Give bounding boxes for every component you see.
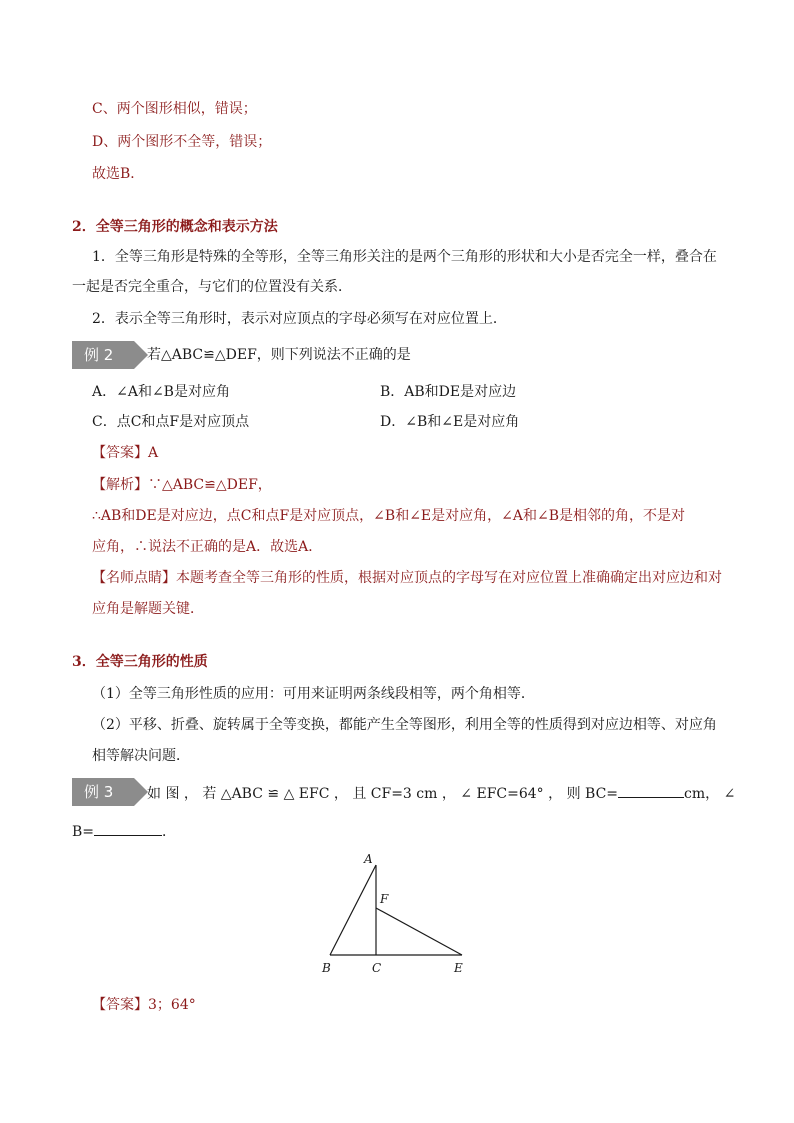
example2-answer: 【答案】A [92, 445, 159, 461]
previous-conclusion: 故选B． [92, 166, 145, 182]
example2-option-a: A．∠A和∠B是对应角 [92, 384, 230, 400]
label-e: E [454, 961, 463, 975]
example3-question-part2: cm， ∠ [684, 786, 736, 802]
section3-point2-line1: （2）平移、折叠、旋转属于全等变换，都能产生全等图形，利用全等的性质得到对应边相等、对应角 [92, 717, 717, 733]
example2-analysis-line2: ∴AB和DE是对应边，点C和点F是对应顶点，∠B和∠E是对应角，∠A和∠B是相邻的角，不是对 [92, 508, 686, 524]
label-a: A [364, 852, 373, 866]
triangle-figure [310, 845, 480, 985]
example3-question-part1: 如 图 ， 若 △ABC ≌ △ EFC ， 且 CF=3 cm ， ∠ EFC=64° ， 则 BC= [147, 786, 619, 802]
label-c: C [372, 961, 382, 975]
example3-tag: 例 3 [72, 778, 134, 806]
section3-point2-line2: 相等解决问题． [92, 748, 190, 764]
section2-title: 2．全等三角形的概念和表示方法 [72, 219, 278, 235]
example3-question-end: ． [162, 824, 177, 840]
section2-point2: 2．表示全等三角形时，表示对应顶点的字母必须写在对应位置上． [92, 311, 507, 327]
section2-point1-line1: 1．全等三角形是特殊的全等形，全等三角形关注的是两个三角形的形状和大小是否完全一样，叠合在 [92, 249, 717, 265]
example2-tip-line2: 应角是解题关键． [92, 601, 204, 617]
answer-blank-bc[interactable] [618, 783, 684, 798]
segment-fe [376, 908, 462, 955]
example3-question-line2 [72, 821, 176, 841]
example2-option-b: B．AB和DE是对应边 [380, 384, 517, 400]
example2-analysis-line1: 【解析】∵△ABC≌△DEF， [92, 477, 272, 493]
example2-question: 若△ABC≌△DEF，则下列说法不正确的是 [147, 347, 411, 363]
section2-point1-line2: 一起是否完全重合，与它们的位置没有关系． [72, 279, 352, 295]
section3-title: 3．全等三角形的性质 [72, 654, 208, 670]
answer-blank-angle-b[interactable] [94, 821, 162, 836]
example2-option-d: D．∠B和∠E是对应角 [380, 414, 520, 430]
previous-option-c: C、两个图形相似，错误； [92, 101, 257, 117]
label-f: F [380, 892, 389, 906]
section3-point1: （1）全等三角形性质的应用：可用来证明两条线段相等，两个角相等． [92, 686, 535, 702]
example2-analysis-line3: 应角，∴说法不正确的是A．故选A． [92, 539, 323, 555]
previous-option-d: D、两个图形不全等，错误； [92, 134, 272, 150]
segment-ab [330, 865, 376, 955]
example2-tip-line1: 【名师点睛】本题考查全等三角形的性质，根据对应顶点的字母写在对应位置上准确确定出对应边和对 [92, 570, 722, 586]
label-b: B [322, 961, 331, 975]
example2-tag: 例 2 [72, 341, 134, 369]
example3-answer: 【答案】3；64° [92, 997, 196, 1013]
example3-question-line1 [147, 783, 735, 803]
example2-option-c: C．点C和点F是对应顶点 [92, 414, 250, 430]
example3-question-part3: B= [72, 824, 95, 840]
